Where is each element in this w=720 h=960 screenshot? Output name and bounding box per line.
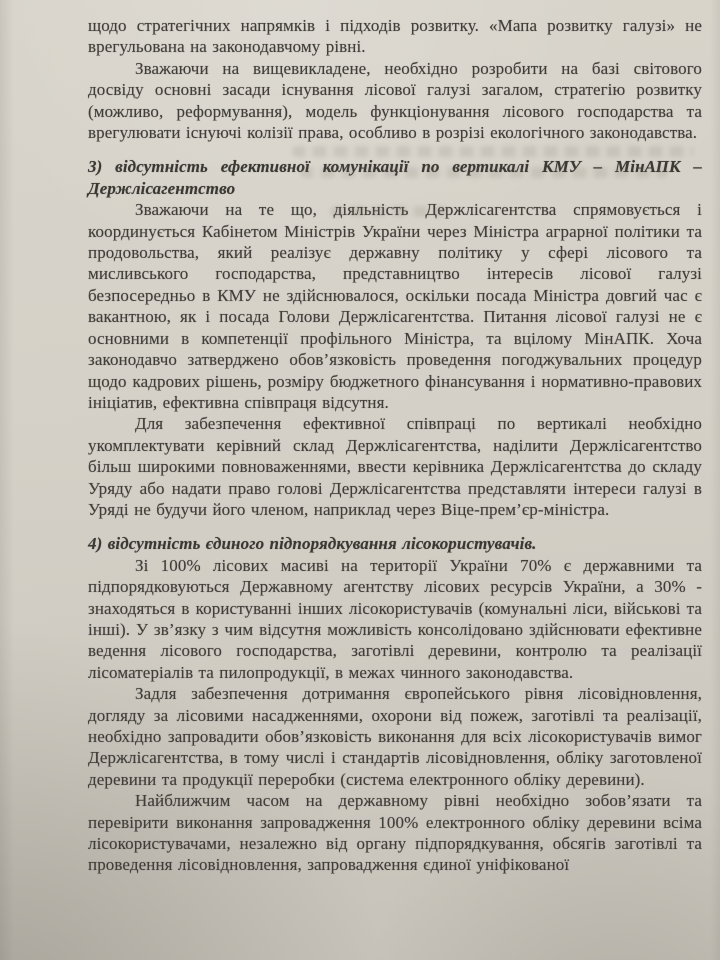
paragraph: Задля забезпечення дотримання європейського рівня лісовідновлення, догляду за лісовими насадженнями, охорони від пожеж, заготівлі та реалізації, необхідно запровадити обов’язковість виконання для всіх лісокористувачів вимог Держлісагентства, в тому числі і стандартів лісовідновлення, обліку заготовленої деревини та продукції переробки (система електронного обліку деревини). [88,684,702,789]
paragraph: щодо стратегічних напрямків і підходів розвитку. «Мапа розвитку галузі» не врегульована на законодавчому рівні. [88,16,702,57]
section-heading: 3) відсутність ефективної комунікації по вертикалі КМУ – МінАПК – Держлісагентство [88,157,702,198]
document-page [88,15,702,876]
paragraph: Зважаючи на вищевикладене, необхідно розробити на базі світового досвіду основні засади існування лісової галузі загалом, стратегію розвитку (можливо, реформування), модель функціонування лісового господарства та врегулювати існуючі колізії права, особливо в розрізі екологічного законодавства. [88,58,702,143]
paragraph: Найближчим часом на державному рівні необхідно зобов’язати та перевірити виконання запровадження 100% електронного обліку деревини всіма лісокористувачами, незалежно від органу підпорядкування, обсягів заготівлі та проведення лісовідновлення, запровадження єдиної уніфікованої [88,791,702,875]
paragraph: Для забезпечення ефективної співпраці по вертикалі необхідно укомплектувати керівний склад Держлісагентства, наділити Держлісагентство більш широкими повноваженнями, ввести керівника Держлісагентства до складу Уряду або надати право голові Держлісагентства представляти інтереси галузі в Уряді не будучи його членом, наприклад через Віце-прем’єр-міністра. [88,414,702,519]
paragraph: Зважаючи на те що, діяльність Держлісагентства спрямовується і координується Кабінетом Міністрів України через Міністра аграрної політики та продовольства, який реалізує державну політику у сфері лісового та мисливського господарства, представництво інтересів лісової галузі безпосередньо в КМУ не здійснювалося, оскільки посада Міністра довгий час є вакантною, як і посада Голови Держлісагентства. Питання лісової галузі не є основними в компетенції профільного Міністра, та вцілому МінАПК. Хоча законодавчо затверджено обов’язковість проведення погоджувальних процедур щодо кадрових рішень, розміру бюджетного фінансування і нормативно-правових ініціатив, ефективна співпраця відсутня. [88,200,702,412]
paragraph: Зі 100% лісових масиві на території України 70% є державними та підпорядковуються Державному агентству лісових ресурсів України, а 30% - знаходяться в користуванні інших лісокористувачів (комунальні ліси, військові та інші). У зв’язку з чим відсутня можливість консолідовано здійснювати ефективне ведення лісового господарства, заготівлі деревини, контролю та реалізації лісоматеріалів та пилопродукції, в межах чинного законодавства. [88,555,702,682]
section-heading: 4) відсутність єдиного підпорядкування лісокористувачів. [88,534,537,554]
